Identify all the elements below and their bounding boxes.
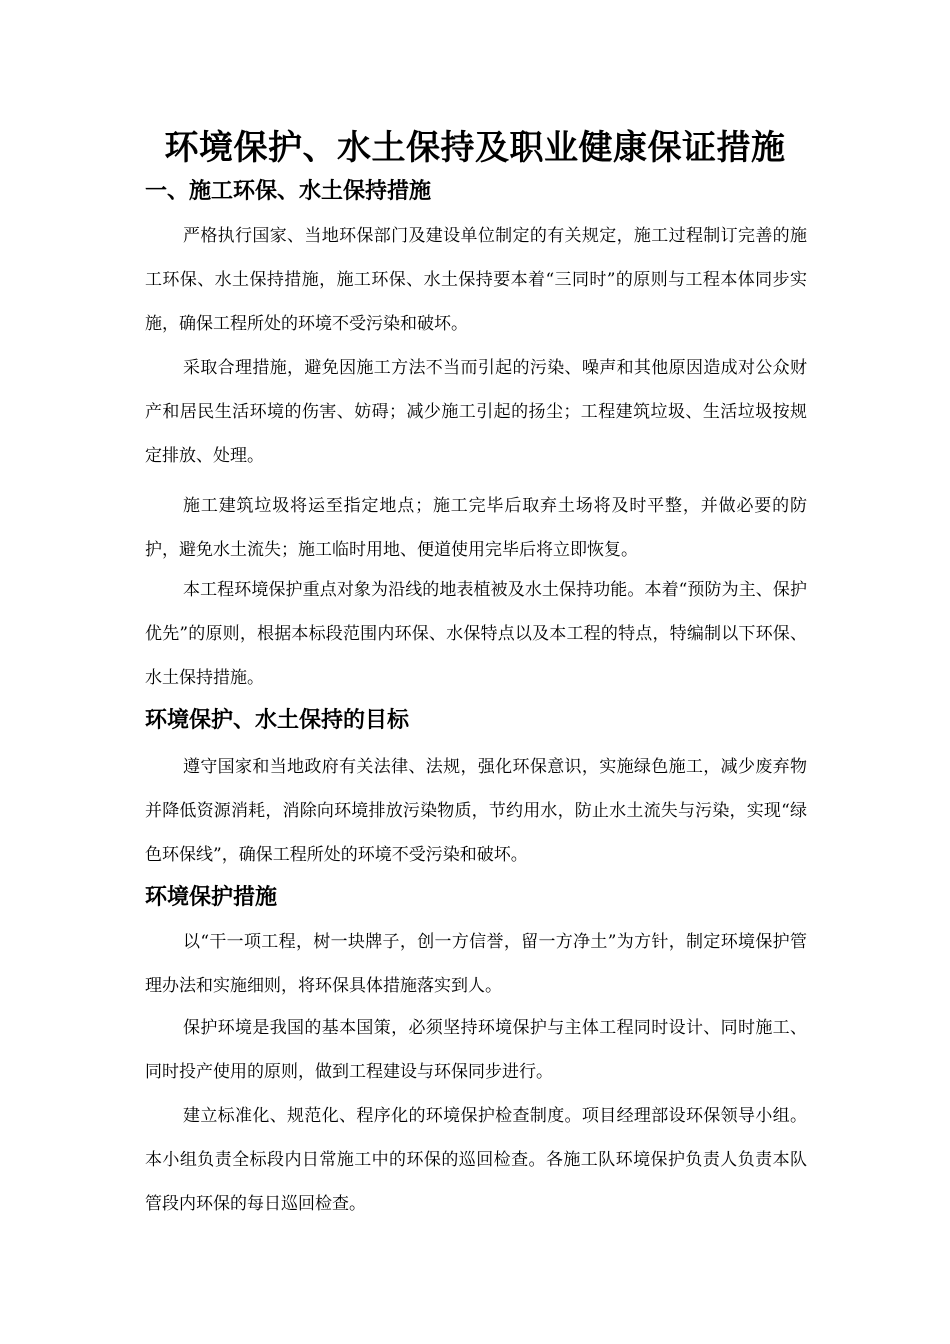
section-heading-goals: 环境保护、水土保持的目标 bbox=[145, 708, 410, 733]
paragraph: 建立标准化、规范化、程序化的环境保护检查制度。项目经理部设环保领导小组。本小组负责全标段内日常施工中的环保的巡回检查。各施工队环境保护负责人负责本队管段内环保的每日巡回检查。 bbox=[145, 1106, 807, 1214]
paragraph: 本工程环境保护重点对象为沿线的地表植被及水土保持功能。本着“预防为主、保护优先”的原则，根据本标段范围内环保、水保特点以及本工程的特点，特编制以下环保、水土保持措施。 bbox=[145, 580, 807, 688]
document-title: 环境保护、水土保持及职业健康保证措施 bbox=[164, 128, 786, 168]
paragraph: 保护环境是我国的基本国策，必须坚持环境保护与主体工程同时设计、同时施工、同时投产使用的原则，做到工程建设与环保同步进行。 bbox=[145, 1018, 807, 1082]
section-heading-construction-measures: 一、施工环保、水土保持措施 bbox=[145, 179, 432, 204]
paragraph: 严格执行国家、当地环保部门及建设单位制定的有关规定，施工过程制订完善的施工环保、水土保持措施，施工环保、水土保持要本着“三同时”的原则与工程本体同步实施，确保工程所处的环境不受污染和破坏。 bbox=[145, 226, 807, 334]
section-heading-protection-measures: 环境保护措施 bbox=[145, 885, 278, 910]
paragraph: 遵守国家和当地政府有关法律、法规，强化环保意识，实施绿色施工，减少废弃物并降低资源消耗，消除向环境排放污染物质，节约用水，防止水土流失与污染，实现“绿色环保线”，确保工程所处的环境不受污染和破坏。 bbox=[145, 757, 807, 865]
paragraph: 施工建筑垃圾将运至指定地点；施工完毕后取弃土场将及时平整，并做必要的防护，避免水土流失；施工临时用地、便道使用完毕后将立即恢复。 bbox=[145, 496, 807, 560]
paragraph: 采取合理措施，避免因施工方法不当而引起的污染、噪声和其他原因造成对公众财产和居民生活环境的伤害、妨碍；减少施工引起的扬尘；工程建筑垃圾、生活垃圾按规定排放、处理。 bbox=[145, 358, 807, 466]
paragraph: 以“干一项工程，树一块牌子，创一方信誉，留一方净土”为方针，制定环境保护管理办法和实施细则，将环保具体措施落实到人。 bbox=[145, 932, 807, 996]
